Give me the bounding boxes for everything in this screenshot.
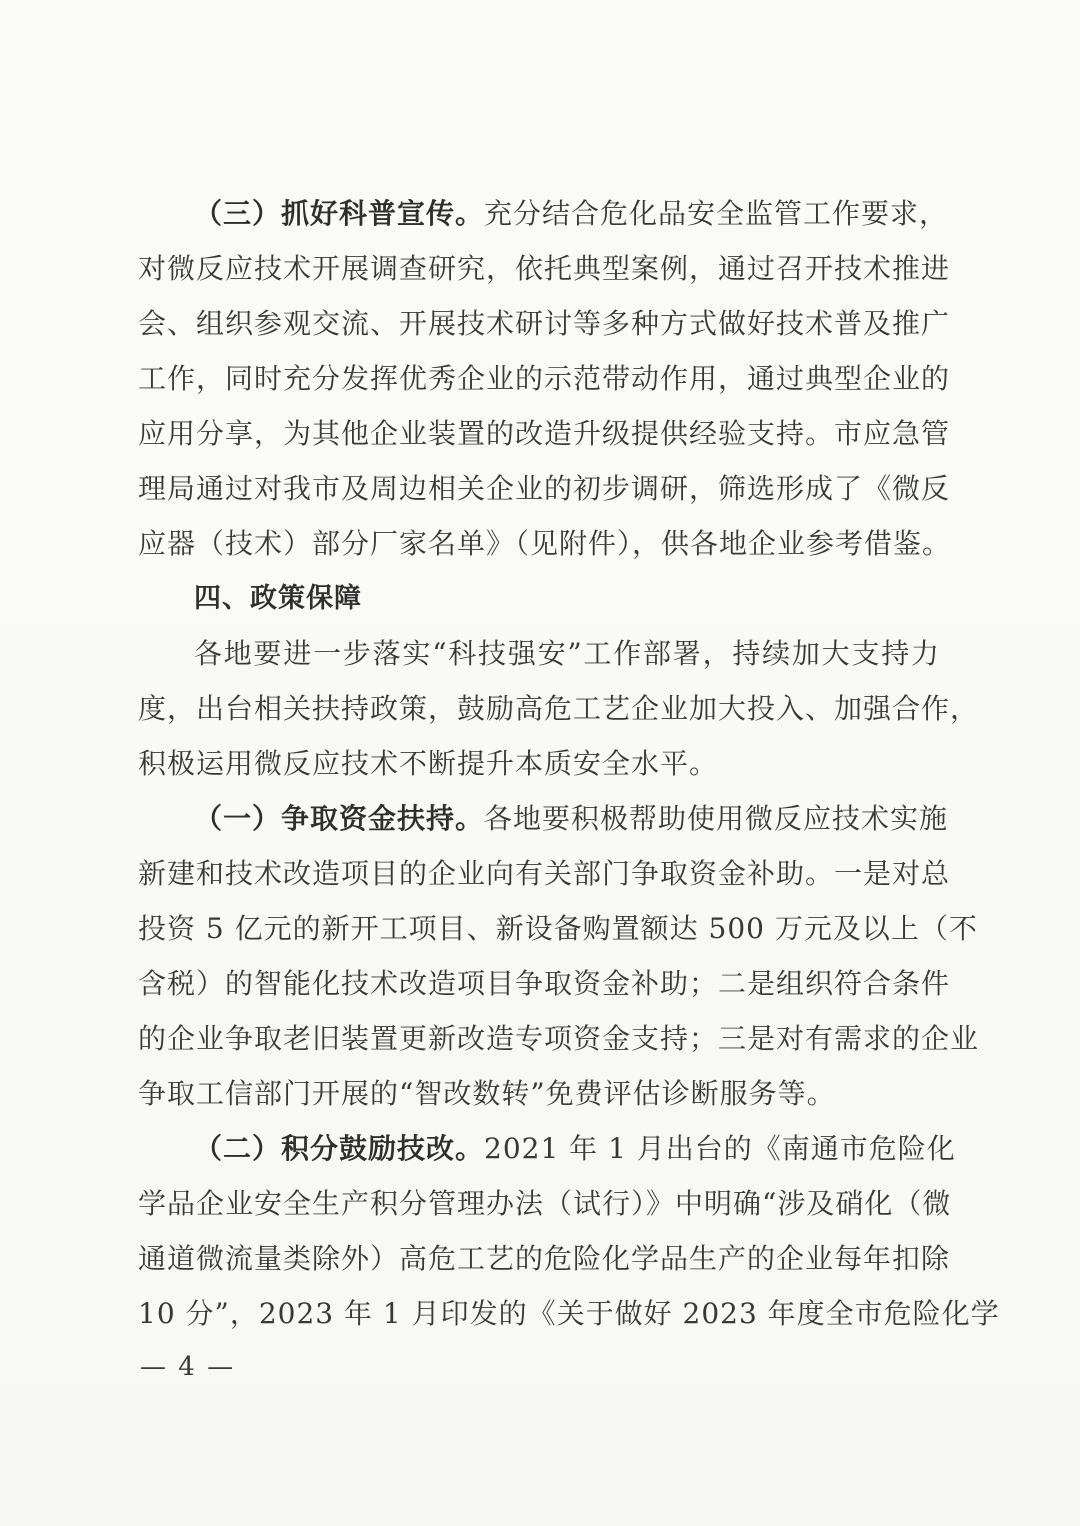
paragraph-text: 2021 年 1 月出台的《南通市危险化 (484, 1132, 956, 1165)
paragraph-line: 应器（技术）部分厂家名单》（见附件），供各地企业参考借鉴。 (138, 527, 952, 560)
paragraph-line: 10 分”，2023 年 1 月印发的《关于做好 2023 年度全市危险化学 (138, 1297, 1000, 1330)
paragraph-line: 各地要进一步落实“科技强安”工作部署，持续加大支持力 (194, 637, 940, 670)
paragraph-text: 充分结合危化品安全监管工作要求， (484, 197, 949, 230)
paragraph-line: 度，出台相关扶持政策，鼓励高危工艺企业加大投入、加强合作， (138, 692, 980, 725)
paragraph-line: 新建和技术改造项目的企业向有关部门争取资金补助。一是对总 (138, 857, 951, 890)
document-body (138, 186, 1000, 1341)
paragraph-line (138, 1121, 956, 1176)
paragraph-line: 积极运用微反应技术不断提升本质安全水平。 (138, 747, 719, 780)
paragraph-line: 理局通过对我市及周边相关企业的初步调研，筛选形成了《微反 (138, 472, 951, 505)
paragraph-line: 的企业争取老旧装置更新改造专项资金支持；三是对有需求的企业 (138, 1022, 980, 1055)
paragraph-heading: （二）积分鼓励技改。 (194, 1132, 485, 1165)
paragraph-line: 学品企业安全生产积分管理办法（试行）》中明确“涉及硝化（微 (138, 1187, 952, 1220)
paragraph-line: 对微反应技术开展调查研究，依托典型案例，通过召开技术推进 (138, 252, 951, 285)
paragraph-line: 会、组织参观交流、开展技术研讨等多种方式做好技术普及推广 (138, 307, 951, 340)
paragraph-heading: （一）争取资金扶持。 (194, 802, 485, 835)
page-number: — 4 — (140, 1352, 236, 1382)
section-heading: 四、政策保障 (194, 583, 362, 614)
paragraph-line (138, 791, 949, 846)
paragraph-heading: （三）抓好科普宣传。 (194, 197, 485, 230)
paragraph-text: 各地要积极帮助使用微反应技术实施 (484, 802, 949, 835)
paragraph-line: 工作，同时充分发挥优秀企业的示范带动作用，通过典型企业的 (138, 362, 951, 395)
paragraph-line: 投资 5 亿元的新开工项目、新设备购置额达 500 万元及以上（不 (138, 912, 978, 945)
paragraph-line: 争取工信部门开展的“智改数转”免费评估诊断服务等。 (138, 1077, 836, 1110)
paragraph-line: 含税）的智能化技术改造项目争取资金补助；二是组织符合条件 (138, 967, 951, 1000)
paragraph-line: 通道微流量类除外）高危工艺的危险化学品生产的企业每年扣除 (138, 1242, 951, 1275)
paragraph-line: 应用分享，为其他企业装置的改造升级提供经验支持。市应急管 (138, 417, 951, 450)
paragraph-line (138, 186, 949, 241)
